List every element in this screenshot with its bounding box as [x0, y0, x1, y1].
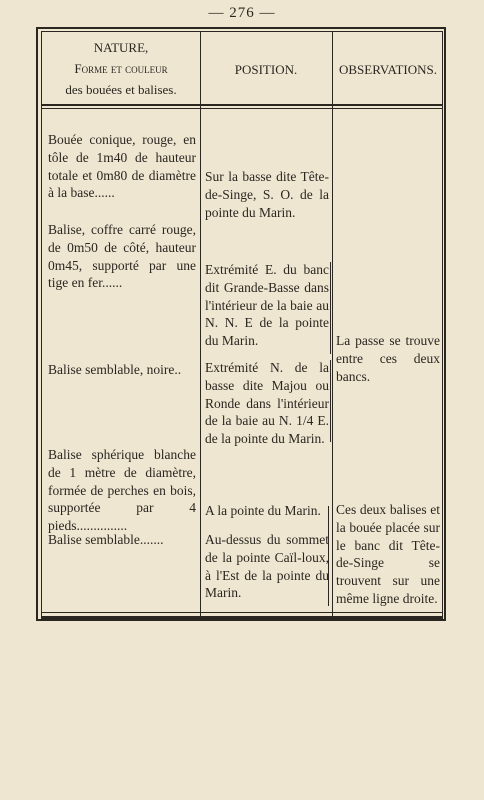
header-position: POSITION.	[234, 62, 298, 77]
row-1-position: Sur la basse dite Tête-de-Singe, S. O. de la pointe du Marin.	[205, 169, 329, 220]
header-observations: OBSERVATIONS.	[338, 62, 438, 77]
row-2-nature: Balise, coffre carré rouge, de 0m50 de côté, hauteur 0m45, supporté par une tige en fer......	[48, 222, 196, 291]
row-1-nature: Bouée conique, rouge, en tôle de 1m40 de hauteur totale et 0m80 de diamètre à la base......	[48, 132, 196, 201]
row-5-position: Au-dessus du sommet de la pointe Caïl-loux, à l'Est de la pointe du Marin.	[205, 532, 329, 601]
header-nature-line1: NATURE,	[93, 40, 149, 55]
row-4-nature: Balise sphérique blanche de 1 mètre de diamètre, formée de perches en bois, supportée par 4 pieds...............	[48, 447, 196, 534]
brace-row-3	[330, 360, 331, 442]
observation-2: Ces deux balises et la bouée placée sur le banc dit Tête-de-Singe se trouvent sur une même ligne droite.	[336, 502, 440, 606]
header-nature-line3: des bouées et balises.	[65, 82, 177, 97]
row-2-position: Extrémité E. du banc dit Grande-Basse dans l'intérieur de la baie au N. N. E de la pointe du Marin.	[205, 262, 329, 349]
header-nature	[44, 37, 198, 100]
column-divider-1	[200, 31, 201, 619]
page-number: — 276 —	[208, 5, 276, 21]
observation-1: La passe se trouve entre ces deux bancs.	[336, 333, 440, 384]
column-divider-2	[332, 31, 333, 619]
row-5-nature: Balise semblable.......	[48, 532, 164, 547]
row-3-nature: Balise semblable, noire..	[48, 362, 182, 377]
brace-row-2	[330, 262, 331, 354]
row-4-position: A la pointe du Marin.	[205, 503, 321, 518]
brace-rows-4-5	[328, 506, 329, 606]
header-nature-line2: Forme et couleur	[74, 61, 168, 76]
header-rule	[41, 104, 443, 106]
footer-rule	[41, 616, 443, 618]
footer-rule-thin	[41, 612, 443, 613]
row-3-position: Extrémité N. de la basse dite Majou ou Ronde dans l'intérieur de la baie au N. 1/4 E. de la pointe du Marin.	[205, 360, 329, 447]
header-rule-thin	[41, 108, 443, 109]
